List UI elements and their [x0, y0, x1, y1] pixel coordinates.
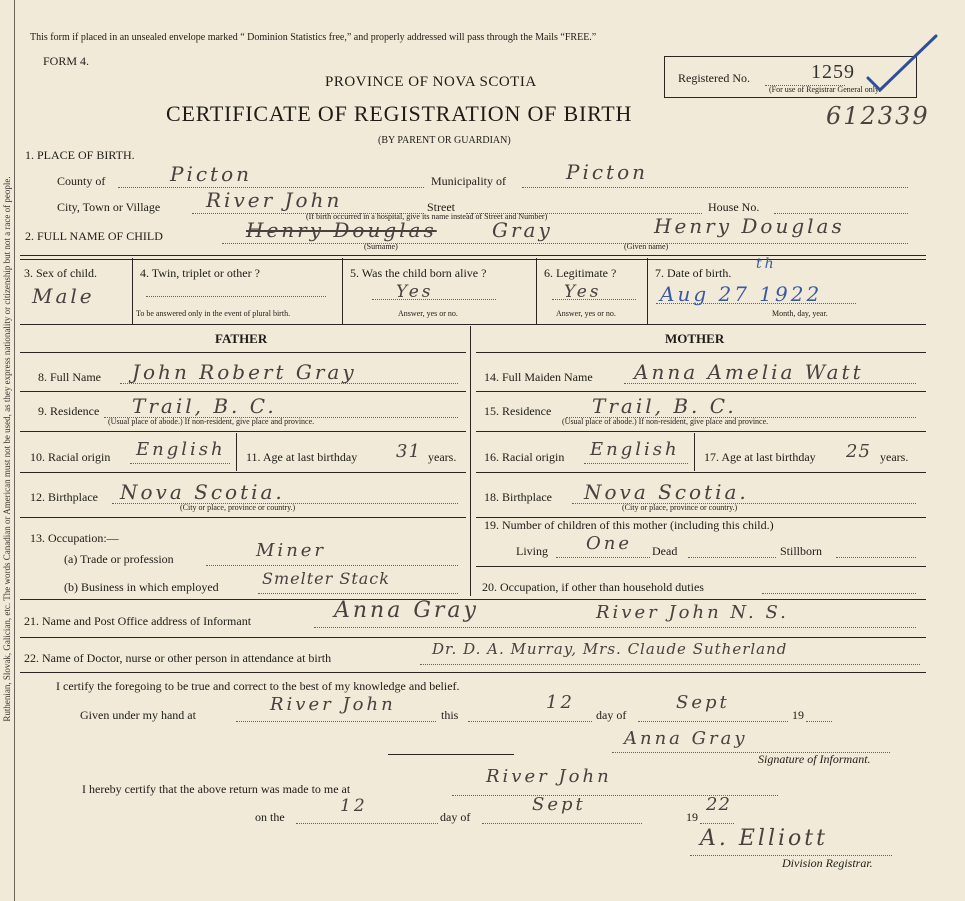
- city-value: River John: [206, 188, 343, 212]
- informant-signature-caption: Signature of Informant.: [758, 752, 871, 766]
- county-value: Picton: [170, 162, 253, 186]
- mother-birthplace-note: (City or place, province or country.): [622, 503, 738, 512]
- father-birthplace-value: Nova Scotia.: [120, 480, 285, 504]
- surname-struck: Henry Douglas: [246, 218, 437, 242]
- municipality-label: Municipality of: [431, 174, 506, 188]
- day-of-label: day of: [596, 708, 627, 722]
- return-place-value: River John: [486, 766, 612, 787]
- registrar-note: (For use of Registrar General only.: [769, 85, 881, 94]
- certify-statement: I certify the foregoing to be true and correct to the best of my knowledge and belief.: [56, 679, 460, 693]
- page-subtitle: (BY PARENT OR GUARDIAN): [378, 135, 511, 146]
- mother-age-unit: years.: [880, 450, 909, 464]
- legitimate-note: Answer, yes or no.: [556, 309, 616, 318]
- mother-occupation-label: 20. Occupation, if other than household duties: [482, 580, 704, 594]
- county-label: County of: [57, 174, 106, 188]
- surname-caption: (Surname): [364, 242, 398, 251]
- trade-label: (a) Trade or profession: [64, 552, 174, 566]
- father-name-value: John Robert Gray: [132, 360, 357, 384]
- on-the-label: on the: [255, 810, 285, 824]
- doctor-label: 22. Name of Doctor, nurse or other person in attendance at birth: [24, 651, 332, 665]
- informant-label: 21. Name and Post Office address of Informant: [24, 614, 252, 628]
- father-age-label: 11. Age at last birthday: [246, 450, 358, 464]
- page-title: CERTIFICATE OF REGISTRATION OF BIRTH: [166, 101, 633, 126]
- given-year-prefix: 19: [792, 708, 804, 722]
- rule: [20, 324, 926, 325]
- registered-value: 1259: [811, 61, 855, 83]
- given-day-value: 12: [546, 692, 575, 713]
- given-month-value: Sept: [676, 692, 730, 713]
- mother-racial-value: English: [590, 439, 680, 460]
- birth-date-note: Month, day, year.: [772, 309, 828, 318]
- mother-name-value: Anna Amelia Watt: [634, 360, 864, 384]
- city-label: City, Town or Village: [57, 200, 161, 214]
- mother-racial-label: 16. Racial origin: [484, 450, 565, 464]
- father-occupation-label: 13. Occupation:—: [30, 531, 119, 545]
- registered-label: Registered No.: [678, 71, 750, 85]
- stillborn-label: Stillborn: [780, 544, 823, 558]
- house-label: House No.: [708, 200, 760, 214]
- father-residence-value: Trail, B. C.: [132, 394, 277, 418]
- margin-rule: [14, 0, 15, 901]
- mother-residence-value: Trail, B. C.: [592, 394, 737, 418]
- given-place-value: River John: [270, 694, 396, 715]
- alive-note: Answer, yes or no.: [398, 309, 458, 318]
- return-day-of-label: day of: [440, 810, 471, 824]
- column-divider: [470, 326, 471, 596]
- sex-value: Male: [32, 284, 95, 308]
- mother-birthplace-value: Nova Scotia.: [584, 480, 749, 504]
- surname-value: Gray: [492, 218, 553, 242]
- twin-note: To be answered only in the event of plural birth.: [136, 309, 291, 318]
- given-name-caption: (Given name): [624, 242, 669, 251]
- province-heading: PROVINCE OF NOVA SCOTIA: [325, 74, 537, 90]
- this-label: this: [441, 708, 459, 722]
- mailing-note: This form if placed in an unsealed envelope marked “ Dominion Statistics free,” and properly addressed will pass through the Mails “FREE.”: [30, 32, 597, 43]
- trade-value: Miner: [256, 540, 327, 561]
- mother-age-label: 17. Age at last birthday: [704, 450, 816, 464]
- alive-value: Yes: [396, 282, 434, 302]
- registrar-signature: A. Elliott: [700, 826, 828, 851]
- business-label: (b) Business in which employed: [64, 580, 219, 594]
- father-name-label: 8. Full Name: [38, 370, 101, 384]
- father-heading: FATHER: [215, 331, 268, 346]
- municipality-value: Picton: [566, 160, 649, 184]
- return-month-value: Sept: [532, 794, 586, 815]
- return-year-prefix: 19: [686, 810, 698, 824]
- father-age-unit: years.: [428, 450, 457, 464]
- father-age-value: 31: [396, 441, 421, 462]
- return-year-value: 22: [706, 794, 731, 815]
- birth-date-label: 7. Date of birth.: [655, 266, 732, 280]
- rule: [20, 255, 926, 260]
- mother-heading: MOTHER: [665, 331, 725, 346]
- living-label: Living: [516, 544, 548, 558]
- father-racial-value: English: [136, 439, 226, 460]
- return-label: I hereby certify that the above return was made to me at: [82, 782, 351, 796]
- informant-address-value: River John N. S.: [596, 602, 789, 623]
- given-name-value: Henry Douglas: [654, 214, 845, 238]
- children-count-label: 19. Number of children of this mother (including this child.): [484, 518, 774, 532]
- twin-label: 4. Twin, triplet or other ?: [140, 266, 260, 280]
- father-racial-label: 10. Racial origin: [30, 450, 111, 464]
- father-birthplace-note: (City or place, province or country.): [180, 503, 296, 512]
- mother-residence-note: (Usual place of abode.) If non-resident, give place and province.: [562, 417, 769, 426]
- mother-birthplace-label: 18. Birthplace: [484, 490, 552, 504]
- street-label: Street: [427, 200, 455, 214]
- form-number: FORM 4.: [43, 54, 90, 68]
- check-mark-icon: [862, 32, 942, 96]
- birth-date-suffix: th: [756, 256, 777, 272]
- legitimate-value: Yes: [564, 282, 602, 302]
- mother-name-label: 14. Full Maiden Name: [484, 370, 593, 384]
- given-label: Given under my hand at: [80, 708, 196, 722]
- mother-residence-label: 15. Residence: [484, 404, 552, 418]
- living-value: One: [586, 533, 633, 554]
- father-residence-note: (Usual place of abode.) If non-resident, give place and province.: [108, 417, 315, 426]
- business-value: Smelter Stack: [262, 569, 390, 588]
- father-birthplace-label: 12. Birthplace: [30, 490, 98, 504]
- file-number: 612339: [826, 102, 930, 130]
- hospital-note: (If birth occurred in a hospital, give its name instead of Street and Number): [306, 212, 548, 221]
- sex-label: 3. Sex of child.: [24, 266, 97, 280]
- alive-label: 5. Was the child born alive ?: [350, 266, 487, 280]
- registrar-caption: Division Registrar.: [782, 856, 873, 870]
- place-section-label: 1. PLACE OF BIRTH.: [25, 148, 135, 162]
- side-margin-text: Ruthenian, Slovak, Galician, etc. The words Canadian or American must not be used, as they express nationality or citizenship but not a race of people.: [2, 176, 12, 722]
- birth-date-value: Aug 27 1922: [660, 282, 823, 306]
- dead-label: Dead: [652, 544, 678, 558]
- side-margin-note: [0, 0, 14, 901]
- return-day-value: 12: [340, 796, 368, 816]
- informant-signature: Anna Gray: [624, 728, 748, 749]
- father-residence-label: 9. Residence: [38, 404, 100, 418]
- informant-name-value: Anna Gray: [334, 598, 479, 623]
- legitimate-label: 6. Legitimate ?: [544, 266, 617, 280]
- doctor-value: Dr. D. A. Murray, Mrs. Claude Sutherland: [432, 640, 788, 658]
- mother-age-value: 25: [846, 441, 871, 462]
- child-name-label: 2. FULL NAME OF CHILD: [25, 229, 163, 243]
